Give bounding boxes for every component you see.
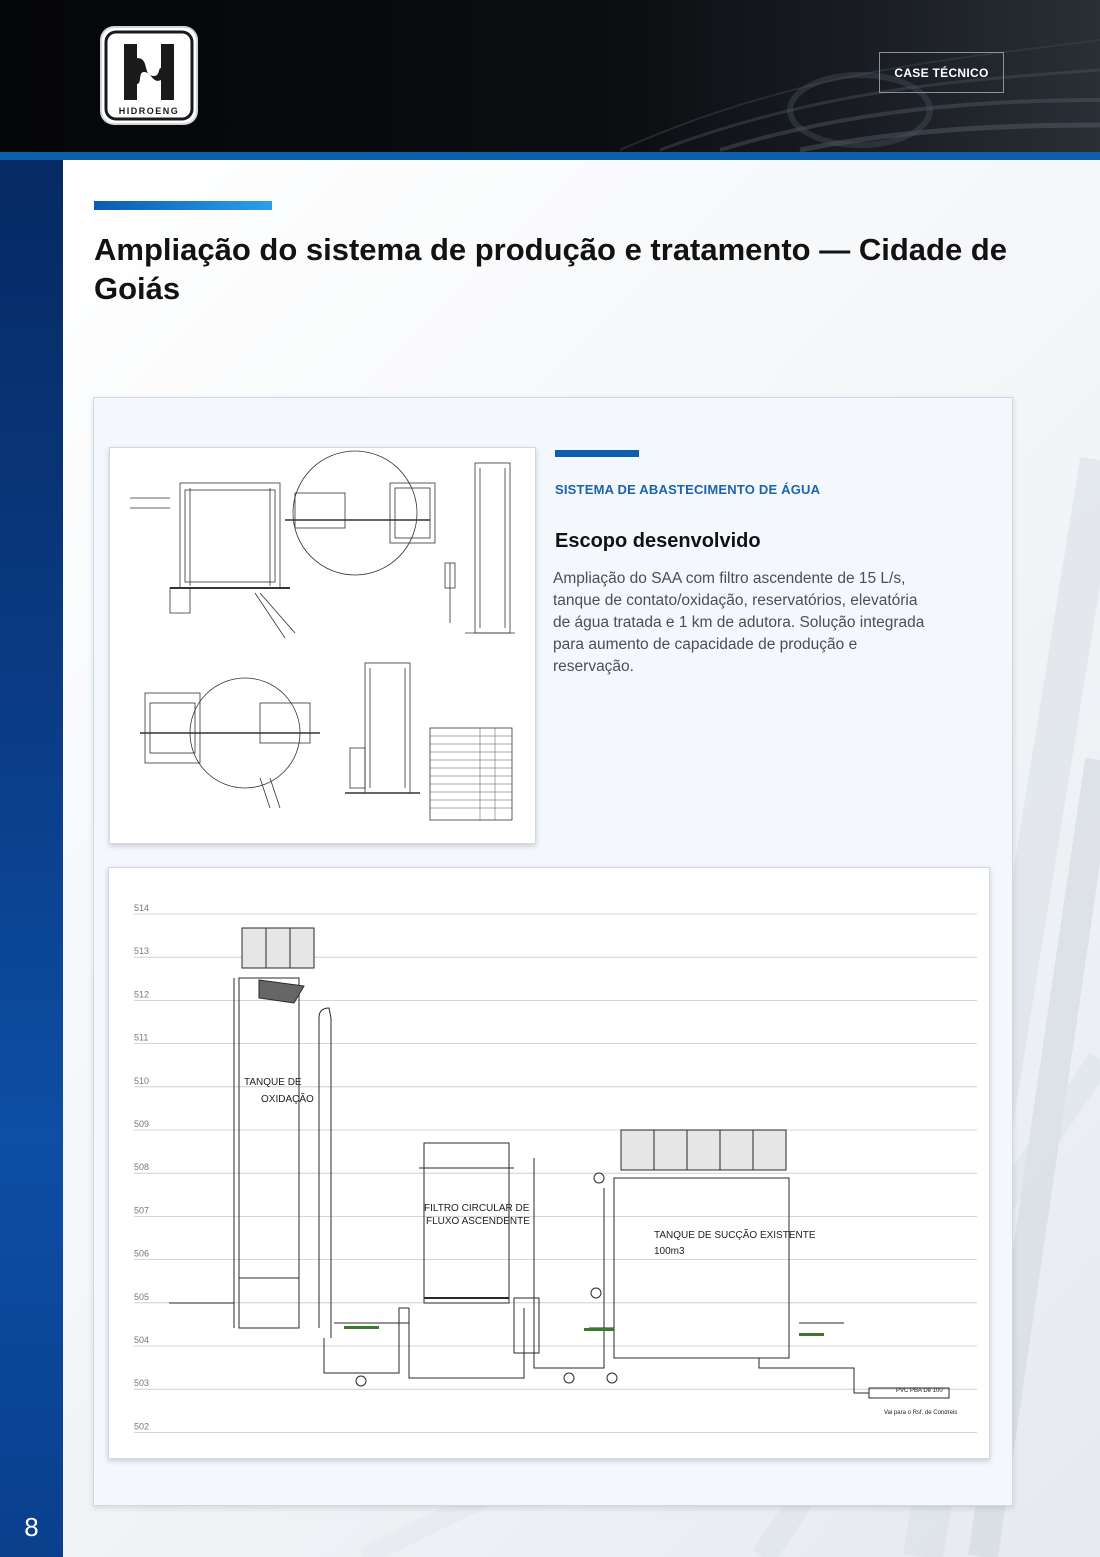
header-accent-bar: [0, 152, 1100, 160]
technical-drawing-plan: [109, 447, 536, 844]
scope-description: Ampliação do SAA com filtro ascendente de 15 L/s, tanque de contato/oxidação, reservatórios, elevatória de água tratada e 1 km de adutora. Solução integrada para aumento de capacidade de produção e reservação.: [553, 570, 925, 675]
level-label: 506: [134, 1248, 150, 1259]
hidroeng-logo: [102, 28, 196, 123]
section-accent-bar: [555, 450, 639, 457]
level-label: 502: [134, 1421, 150, 1432]
suction-tank-label-1: TANQUE DE SUCÇÃO EXISTENTE: [654, 1230, 816, 1241]
pipe-note: PVC PBA De 100: [896, 1388, 943, 1394]
level-label: 511: [134, 1032, 149, 1043]
section-label: SISTEMA DE ABASTECIMENTO DE ÁGUA: [555, 482, 821, 497]
oxidation-tank-label-1: TANQUE DE: [244, 1077, 302, 1088]
title-accent-line: [94, 201, 272, 210]
filter-label-2: FLUXO ASCENDENTE: [426, 1216, 530, 1227]
level-label: 513: [134, 946, 150, 957]
level-label: 504: [134, 1335, 150, 1345]
level-label: 510: [134, 1075, 150, 1086]
suction-tank-label-2: 100m3: [654, 1246, 685, 1257]
page-title: Ampliação do sistema de produção e tratamento — Cidade de Goiás: [94, 232, 1007, 306]
level-label: 514: [134, 903, 150, 913]
oxidation-tank-label-2: OXIDAÇÃO: [261, 1094, 314, 1105]
logo-text: HIDROENG: [118, 106, 180, 116]
plan-drawing-image: [110, 448, 535, 843]
case-badge: CASE TÉCNICO: [879, 52, 1004, 93]
level-label: 512: [134, 989, 150, 1000]
level-label: 509: [134, 1119, 150, 1129]
level-label: 503: [134, 1378, 150, 1389]
pipe-note-2: Vai para o Rsf. de Condreis: [884, 1410, 958, 1416]
level-label: 508: [134, 1162, 150, 1173]
level-label: 507: [134, 1205, 150, 1216]
page-number: 8: [24, 1512, 39, 1542]
level-label: 505: [134, 1291, 150, 1302]
filter-label-1: FILTRO CIRCULAR DE: [424, 1203, 530, 1214]
scope-title: Escopo desenvolvido: [555, 530, 761, 552]
elevation-drawing-image: [109, 868, 989, 1458]
left-sidebar: [0, 160, 63, 1557]
technical-drawing-elevation: [108, 867, 990, 1459]
